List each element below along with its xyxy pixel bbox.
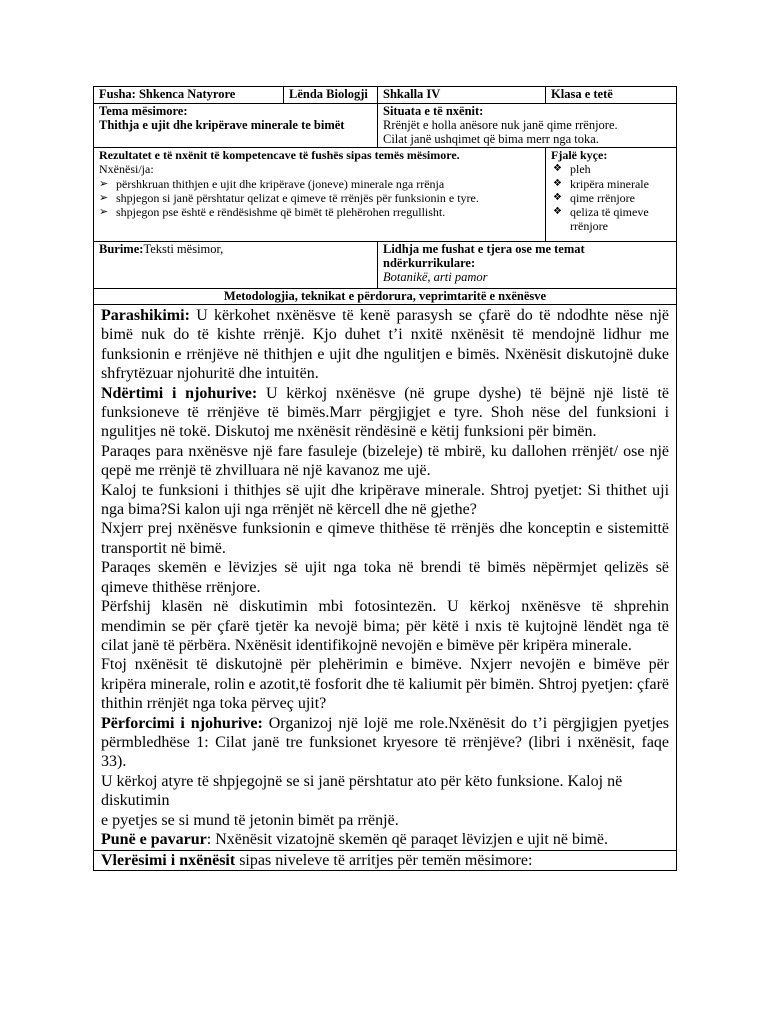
tema-label: Tema mësimore: [99, 104, 188, 118]
lidhja-label: Lidhja me fushat e tjera ose me temat ndërkurrikulare: [383, 242, 585, 270]
body-paragraph: e pyetjes se si mund të jetonin bimët pa rrënjë. [101, 811, 399, 829]
vleresimi-cell [94, 851, 677, 871]
fjale-kyce-cell [546, 148, 677, 242]
rezultatet-row [94, 148, 677, 242]
list-item: ❖ qeliza të qimeve rrënjore [551, 205, 671, 234]
body-paragraph: Kaloj te funksioni i thithjes së ujit dhe kripërave minerale. Shtroj pyetjet: Si thithet uji nga bima?Si kalon uji nga rrënjët në kërcell dhe në gjethe? [101, 481, 670, 519]
lidhja-text: Botanikë, arti pamor [383, 270, 488, 284]
rezultatet-label: Rezultatet e të nxënit të kompetencave të fushës sipas temës mësimore. [99, 148, 460, 162]
parashikimi-text: U kërkohet nxënësve të kenë parasysh se çfarë do të ndodhte nëse një bimë nuk do të kishte rrënjë. Kjo duhet t’i nxitë nxënësit të mendojnë lidhur me funksionin e rrënjëve në thithjen e ujit dhe ngulitjen e bimës. Nxënësit diskutojnë duke shfrytëzuar njohuritë dhe intuitën. [101, 307, 670, 383]
body-paragraph: Paraqes skemën e lëvizjes së ujit nga toka në brendi të bimës nëpërmjet qelizës së qimeve thithëse rrënjore. [101, 559, 670, 596]
fusha-cell: Fusha: Shkenca Natyrore [94, 87, 284, 104]
body-paragraph: U kërkoj atyre të shpjegojnë se si janë përshtatur ato për këto funksione. Kaloj në diskutimin [101, 772, 623, 810]
situata-label: Situata e të nxënit: [383, 104, 484, 118]
list-item: ➢ shpjegon pse është e rëndësishme që bimët të plehërohen rregullisht. [99, 205, 540, 219]
parashikimi-paragraph [101, 306, 669, 384]
activities-cell [94, 305, 677, 851]
fjale-kyce-list [551, 162, 671, 233]
burime-label: Burime: [99, 242, 144, 256]
burime-cell [94, 242, 378, 289]
burime-row [94, 242, 677, 289]
tema-title: Thithja e ujit dhe kripërave minerale te bimët [99, 118, 345, 132]
fjale-kyce-label: Fjalë kyçe: [551, 148, 608, 162]
vleresimi-row [94, 851, 677, 871]
list-item: ➢ shpjegon si janë përshtatur qelizat e qimeve të rrënjës për funksionin e tyre. [99, 191, 540, 205]
pune-paragraph [101, 830, 669, 849]
body-paragraph: Ftoj nxënësit të diskutojnë për plehërimin e bimëve. Nxjerr nevojën e bimëve për kripëra minerale, rolin e azotit,të fosforit dhe të kaliumit për bimën. Shtroj pyetjen: çfarë thithin rrënjët nga toka përveç ujit? [101, 656, 670, 713]
body-paragraph: Përfshij klasën në diskutimin mbi fotosintezën. U kërkoj nxënësve të shprehin mendimin se për çfarë tjetër ka nevojë bima; për këtë i nxis të kujtojnë lëndët nga të cilat janë të përbëra. Nxënësit identifikojnë nevojën e bimëve për kripëra minerale. [101, 598, 670, 654]
situata-cell [378, 104, 677, 148]
rezultatet-cell [94, 148, 546, 242]
tema-cell [94, 104, 378, 148]
perforcimi-text: Organizoj një lojë me role.Nxënësit do t’i përgjigjen pyetjes përmbledhëse 1: Cilat janë tre funksionet kryesore të rrënjëve? (libri i nxënësit, faqe 33). [101, 714, 670, 771]
ndertimi-text: U kërkoj nxënësve (në grupe dyshe) të bëjnë një listë të funksioneve të rrënjëve të bimës.Marr përgjigjet e tyre. Shoh nëse del funksioni i ngulitjes në tokë. Diskutoj me nxënësit rëndësinë e këtij funksioni për bimën. [101, 384, 670, 441]
rezultatet-intro: Nxënësi/ja: [99, 162, 154, 177]
list-item: ➢ përshkruan thithjen e ujit dhe kripërave (joneve) minerale nga rrënja [99, 177, 540, 191]
header-row [94, 87, 677, 104]
metodologjia-heading: Metodologjia, teknikat e përdorura, veprimtaritë e nxënësve [94, 289, 677, 305]
metodologjia-row [94, 289, 677, 305]
parashikimi-label: Parashikimi: [101, 307, 190, 324]
body-paragraph: Nxjerr prej nxënësve funksionin e qimeve thithëse të rrënjës dhe konceptin e sistemittë transportit në bimë. [101, 520, 670, 557]
activities-row [94, 305, 677, 851]
lidhja-cell [378, 242, 677, 289]
lenda-cell: Lënda Biologji [284, 87, 378, 104]
body-paragraph: Paraqes para nxënësve një fare fasuleje (bizeleje) të mbirë, ku dallohen rrënjët/ ose një qepë me rrënjë të zhvilluara në një kavanoz me ujë. [101, 442, 670, 480]
burime-text: Teksti mësimor, [143, 242, 224, 256]
pune-text: : Nxënësit vizatojnë skemën që paraqet lëvizjen e ujit në bimë. [206, 830, 608, 848]
vleresimi-text: sipas niveleve të arritjes për temën mësimore: [235, 852, 533, 870]
perforcimi-label: Përforcimi i njohurive: [101, 714, 263, 732]
list-item: ❖ kripëra minerale [551, 177, 671, 191]
klasa-cell: Klasa e tetë [546, 87, 677, 104]
pune-label: Punë e pavarur [101, 830, 207, 848]
situata-line: Cilat janë ushqimet që bima merr nga toka. [383, 132, 599, 146]
list-item: ❖ qime rrënjore [551, 191, 671, 205]
rezultatet-list [99, 177, 540, 220]
vleresimi-label: Vlerësimi i nxënësit [101, 852, 236, 870]
ndertimi-label: Ndërtimi i njohurive: [101, 384, 258, 402]
tema-row [94, 104, 677, 148]
ndertimi-paragraph [101, 384, 669, 442]
situata-line: Rrënjët e holla anësore nuk janë qime rrënjore. [383, 118, 618, 132]
list-item: ❖ pleh [551, 162, 671, 176]
shkalla-cell: Shkalla IV [378, 87, 546, 104]
perforcimi-paragraph [101, 714, 669, 772]
lesson-plan-table [93, 86, 677, 871]
lesson-plan-document [93, 86, 676, 871]
